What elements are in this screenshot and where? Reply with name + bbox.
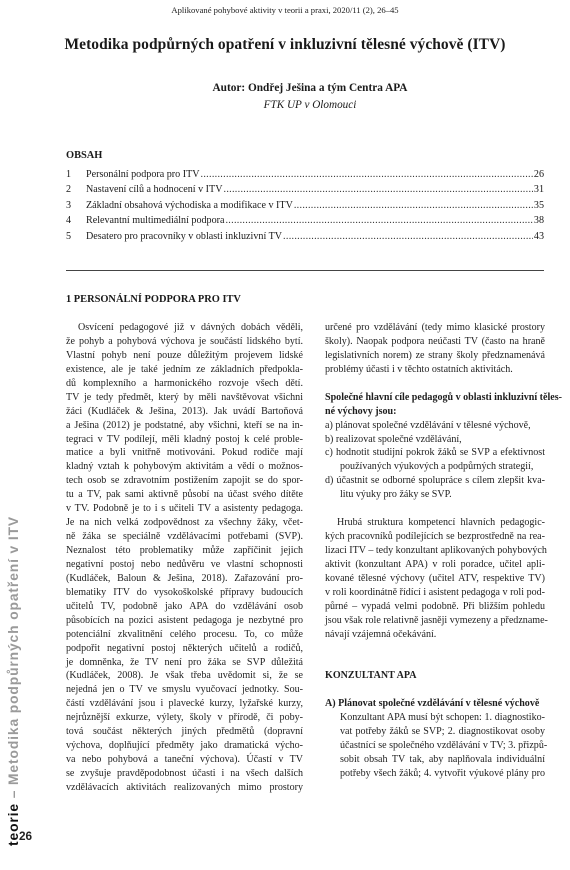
side-label-strong: teorie bbox=[6, 803, 21, 846]
toc-heading: OBSAH bbox=[66, 150, 103, 161]
toc-entry-number: 1 bbox=[66, 169, 72, 180]
body-text-line: matice a byli vnitřně motivováni. Pokud rodiče mají bbox=[66, 447, 303, 459]
body-text-line: žáci (Kudláček & Ješina, 2013). Jak uvádí Bartoňová bbox=[66, 405, 303, 417]
toc-entry-number: 2 bbox=[66, 184, 72, 196]
item-a-line: Konzultant APA musí být schopen: 1. diagnostiko- bbox=[340, 712, 545, 724]
item-a-line: potřeby všech žáků; 4. vytvořit výukové plány pro bbox=[340, 768, 545, 779]
body-text-line: působících na pozici asistent pedagoga je nezbytné pro bbox=[66, 614, 303, 626]
toc-leader-dots bbox=[294, 200, 533, 211]
table-of-contents bbox=[66, 169, 544, 246]
toc-entry bbox=[66, 169, 544, 184]
body-text-line: Společné hlavní cíle pedagogů v oblasti inkluzivní těles- bbox=[325, 391, 562, 403]
section-heading: 1 PERSONÁLNÍ PODPORA PRO ITV bbox=[66, 294, 241, 305]
toc-leader-dots bbox=[283, 231, 533, 242]
toc-entry-number: 5 bbox=[66, 230, 72, 242]
author-line: Autor: Ondřej Ješina a tým Centra APA bbox=[212, 82, 408, 94]
body-text-line: částí vzdělávání jsou i plavecké kurzy, lyžařské kurzy, bbox=[66, 698, 303, 710]
item-a-line: účastnící se společného vzdělávání v TV; 3. přizpů- bbox=[340, 740, 548, 752]
body-text-line: nejedná jen o TV ve smyslu vyučovací jednotky. Sou- bbox=[66, 684, 303, 696]
body-text-line: nejrůznější exkurze, výlety, školy v přírodě, či poby- bbox=[66, 712, 303, 724]
subsection-heading: KONZULTANT APA bbox=[325, 670, 417, 682]
toc-entry-title: Desatero pro pracovníky v oblasti inkluzivní TV bbox=[86, 230, 283, 242]
item-a-line: vat potřeby žáků se SVP; 2. diagnostikovat osoby bbox=[340, 726, 545, 738]
body-text-line: aktivit (konzultant APA) v roli poradce, učitel apli- bbox=[325, 558, 545, 570]
body-text-line: TV je tedy předmět, který by měli navštěvovat všichni bbox=[66, 391, 303, 403]
side-label-rest: – Metodika podpůrných opatření v ITV bbox=[6, 515, 21, 799]
toc-leader-dots bbox=[224, 184, 533, 195]
list-item-line: litu výuky pro žáky se SVP. bbox=[340, 489, 452, 501]
body-text-line: existence, ale je také jedním ze základních předpokla- bbox=[66, 363, 303, 375]
left-column bbox=[66, 321, 303, 795]
body-text-line: kované tělesné výchovy (učitel ATV, respektive TV) bbox=[325, 572, 545, 584]
body-text-line: školy). Naopak podpora neúčasti TV (často na hraně bbox=[325, 335, 545, 347]
right-column bbox=[325, 321, 562, 781]
toc-leader-dots bbox=[201, 169, 533, 180]
toc-entry-number: 4 bbox=[66, 215, 72, 227]
toc-entry-page: 26 bbox=[533, 169, 544, 180]
body-text-line: (Kudláček, 2008). Je však třeba uvědomit si, že se bbox=[66, 670, 303, 682]
body-text-line: Osvícení pedagogové již v dávných dobách věděli, bbox=[78, 322, 303, 333]
toc-entry-title: Relevantní multimediální podpora bbox=[86, 215, 225, 227]
toc-entry-title: Základní obsahová východiska a modifikace v ITV bbox=[86, 199, 293, 211]
body-text-line: ně žáka se speciálně vzdělávacími potřebami (SVP). bbox=[66, 531, 303, 543]
page-number: 26 bbox=[19, 829, 33, 843]
body-text-line: kladný vztah k pohybovým aktivitám a vědí o možnos- bbox=[66, 461, 303, 473]
body-text-line: určené pro vzdělávání (tedy mimo klasické prostory bbox=[325, 322, 545, 333]
body-text-line: problémy účasti i v těchto ostatních aktivitách. bbox=[325, 363, 513, 375]
body-text-line: podpořit negativní postoj některých učitelů a rodičů, bbox=[66, 642, 303, 654]
body-text-line: kých pracovníků podílejících se bezprostředně na rea- bbox=[325, 531, 545, 543]
body-text-line: potenciální zkvalitnění celého procesu. To, co může bbox=[66, 628, 303, 640]
body-text-line: půrné – vypadá velmi podobně. Při bližším pohledu bbox=[325, 600, 545, 612]
body-text-line: Hrubá struktura kompetencí hlavních pedagogic- bbox=[337, 517, 545, 529]
list-item-line: používaných výukových a podpůrných strategií, bbox=[340, 461, 534, 473]
body-text-line: Neznalost této problematiky může zapříčinit jejich bbox=[66, 545, 303, 556]
body-text-line: se zvyšuje pravděpodobnost účasti i na všech dalších bbox=[66, 768, 303, 779]
toc-entry bbox=[66, 215, 544, 230]
body-text-line: a Ješina (2012) je podstatné, aby všichni, kteří se na in- bbox=[66, 419, 303, 431]
body-text-line: Je na nich velká zodpovědnost za všechny žáky, včet- bbox=[66, 517, 303, 529]
body-text-line: (Kudláček, Baloun & Ješina, 2018). Zařazování pro- bbox=[66, 572, 303, 584]
body-text-line: Vlastní pohyb není pouze důležitým projevem lidské bbox=[66, 349, 303, 361]
toc-entry-page: 38 bbox=[533, 215, 544, 227]
list-item-line: d) účastnit se odborné spolupráce s cílem zlepšit kva- bbox=[325, 475, 545, 487]
item-a-heading: A) Plánovat společné vzdělávání v tělesné výchově bbox=[325, 698, 540, 710]
body-text-line: v TV. Podobně je to i s učiteli TV a asistenty pedagoga. bbox=[66, 503, 303, 515]
toc-entry bbox=[66, 231, 544, 246]
body-text-line: vzdělávacích aktivitách realizovaných mimo prostory bbox=[66, 781, 303, 793]
body-text-line: tegraci v TV podílejí, měli kladný postoj k celé proble- bbox=[66, 433, 303, 445]
body-text-line: v roli koordinátně řídící i asistent pedagoga v roli pod- bbox=[325, 586, 545, 598]
toc-entry bbox=[66, 184, 544, 199]
item-a-line: sobit obsah TV tak, aby naplňovala individuální bbox=[340, 754, 545, 766]
list-item-line: c) hodnotit studijní pokrok žáků se SVP a efektivnost bbox=[325, 447, 545, 459]
toc-entry bbox=[66, 200, 544, 215]
body-text-line: lizaci ITV – tedy konzultant aplikovaných pohybových bbox=[325, 545, 547, 556]
list-item-line: b) realizovat společné vzdělávání, bbox=[325, 433, 462, 445]
body-text-line: jsou však role relativně jasněji vymezeny a předzname- bbox=[325, 614, 548, 626]
toc-entry-title: Nastavení cílů a hodnocení v ITV bbox=[86, 184, 223, 196]
toc-entry-page: 31 bbox=[533, 184, 544, 196]
running-head: Aplikované pohybové aktivity v teorii a praxi, 2020/11 (2), 26–45 bbox=[171, 5, 399, 15]
body-text-line: učitelů TV, podobně jako APA do vzdělávání osob bbox=[66, 600, 303, 612]
body-text-line: tová součást některých jiných předmětů (dopravní bbox=[66, 726, 303, 738]
divider bbox=[66, 270, 544, 271]
body-text-line: va nebo pohybová a taneční výchova). Účastí v TV bbox=[66, 754, 303, 766]
body-text-line: negativní postoj nebo nedůvěru ve vlastní schopnosti bbox=[66, 558, 303, 570]
body-text-line: je domněnka, že TV není pro žáka se SVP důležitá bbox=[66, 656, 303, 668]
body-text-line: né výchovy jsou: bbox=[325, 405, 397, 417]
article-title: Metodika podpůrných opatření v inkluzivní tělesné výchově (ITV) bbox=[64, 36, 506, 53]
body-text-line: tech osob se zdravotním postižením zapojit se do spor- bbox=[66, 475, 303, 487]
toc-entry-page: 43 bbox=[533, 230, 544, 242]
body-text-line: blematiky ITV do vysokoškolské přípravy budoucích bbox=[66, 586, 303, 598]
body-text-line: návají vzájemná očekávání. bbox=[325, 628, 437, 640]
body-text-line: legislativních norem) ze strany školy předznamenává bbox=[325, 349, 545, 361]
list-item-line: a) plánovat společné vzdělávání v tělesné výchově, bbox=[325, 419, 531, 431]
toc-entry-title: Personální podpora pro ITV bbox=[86, 169, 200, 180]
body-text-line: tu a TV, pak sami aktivně působí na účast svého dítěte bbox=[66, 489, 303, 501]
toc-entry-page: 35 bbox=[533, 199, 544, 211]
affiliation: FTK UP v Olomouci bbox=[263, 99, 357, 111]
body-text-line: dů komplexního a harmonického rozvoje všech dětí. bbox=[66, 377, 303, 389]
toc-entry-number: 3 bbox=[66, 199, 72, 211]
body-text-line: výchova, doplňující předměty jako dramatická výcho- bbox=[66, 740, 303, 752]
toc-leader-dots bbox=[225, 215, 532, 226]
body-text-line: že pohyb a pohybová výchova je součástí lidského bytí. bbox=[66, 335, 303, 347]
